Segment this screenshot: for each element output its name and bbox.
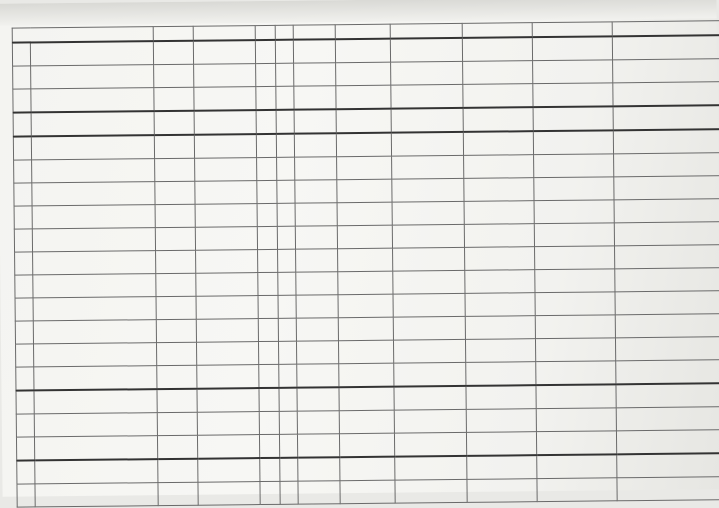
code-cell bbox=[156, 296, 196, 319]
serial-number-cell bbox=[15, 252, 33, 275]
count-cell bbox=[278, 341, 296, 364]
post-name-cell bbox=[197, 412, 259, 436]
address-cell bbox=[536, 431, 616, 455]
serial-number-cell bbox=[14, 206, 32, 229]
address-cell bbox=[537, 478, 617, 502]
father-name-cell bbox=[391, 132, 463, 156]
post-name-cell bbox=[196, 273, 258, 297]
post-name-cell bbox=[195, 181, 257, 205]
serial-number-cell bbox=[13, 66, 31, 89]
number-cell bbox=[465, 316, 535, 340]
group-description-cell bbox=[33, 251, 156, 275]
address-cell bbox=[534, 200, 614, 224]
code-cell bbox=[157, 365, 197, 389]
serial-number-cell bbox=[17, 460, 35, 484]
group-description-cell bbox=[33, 297, 156, 321]
category-cell bbox=[295, 157, 337, 180]
category-cell bbox=[296, 295, 338, 318]
group-description-cell bbox=[31, 111, 154, 136]
col-header-4 bbox=[255, 25, 275, 40]
remarks-cell bbox=[617, 477, 719, 501]
group-description-cell bbox=[30, 41, 153, 66]
group-description-cell bbox=[34, 413, 157, 437]
group-description-cell bbox=[31, 135, 154, 160]
number-cell bbox=[464, 201, 534, 225]
count-cell bbox=[279, 364, 297, 388]
remarks-cell bbox=[612, 35, 719, 60]
number-cell bbox=[464, 178, 534, 202]
post-name-cell bbox=[197, 365, 259, 389]
col-header-8 bbox=[390, 23, 462, 38]
address-cell bbox=[534, 223, 614, 247]
col-header-11 bbox=[612, 21, 719, 37]
remarks-cell bbox=[616, 430, 719, 455]
serial-number-cell bbox=[16, 344, 34, 367]
table-body bbox=[12, 35, 719, 507]
category-cell bbox=[297, 434, 339, 458]
table-title bbox=[12, 27, 153, 43]
name-cell bbox=[339, 363, 394, 387]
address-cell bbox=[533, 60, 613, 84]
group-description-cell bbox=[31, 65, 154, 89]
father-name-cell bbox=[391, 84, 463, 108]
pay-scale-cell bbox=[256, 134, 276, 158]
col-header-3 bbox=[193, 26, 255, 41]
address-cell bbox=[534, 154, 614, 178]
number-cell bbox=[465, 270, 535, 294]
code-cell bbox=[157, 435, 197, 459]
name-cell bbox=[338, 294, 393, 318]
group-description-cell bbox=[35, 459, 158, 484]
serial-number-cell bbox=[13, 112, 31, 136]
address-cell bbox=[533, 130, 613, 154]
category-cell bbox=[296, 272, 338, 295]
pay-scale-cell bbox=[255, 40, 275, 64]
category-cell bbox=[297, 411, 339, 434]
number-cell bbox=[462, 37, 532, 61]
name-cell bbox=[336, 62, 391, 86]
code-cell bbox=[156, 319, 196, 342]
name-cell bbox=[336, 85, 391, 109]
category-cell bbox=[296, 318, 338, 341]
pay-scale-cell bbox=[256, 110, 276, 134]
count-cell bbox=[276, 110, 294, 134]
count-cell bbox=[278, 295, 296, 318]
category-cell bbox=[295, 180, 337, 203]
remarks-cell bbox=[613, 105, 719, 130]
name-cell bbox=[339, 387, 394, 411]
serial-number-cell bbox=[15, 321, 33, 344]
remarks-cell bbox=[614, 153, 719, 177]
count-cell bbox=[280, 458, 298, 482]
code-cell bbox=[158, 459, 198, 483]
remarks-cell bbox=[616, 407, 719, 431]
address-cell bbox=[535, 338, 615, 362]
pay-scale-cell bbox=[257, 157, 277, 180]
group-description-cell bbox=[34, 389, 157, 414]
post-name-cell bbox=[198, 458, 260, 482]
number-cell bbox=[464, 155, 534, 179]
remarks-cell bbox=[614, 222, 719, 246]
number-cell bbox=[466, 432, 536, 456]
father-name-cell bbox=[392, 201, 464, 225]
post-name-cell bbox=[195, 204, 257, 228]
group-description-cell bbox=[34, 366, 157, 391]
name-cell bbox=[337, 225, 392, 249]
serial-number-cell bbox=[17, 484, 35, 507]
pay-scale-cell bbox=[260, 458, 280, 482]
post-name-cell bbox=[197, 435, 259, 459]
count-cell bbox=[279, 434, 297, 458]
name-cell bbox=[338, 317, 393, 341]
father-name-cell bbox=[393, 247, 465, 271]
group-description-cell bbox=[32, 182, 155, 206]
col-header-5 bbox=[275, 25, 293, 40]
father-name-cell bbox=[392, 224, 464, 248]
group-description-cell bbox=[35, 483, 158, 507]
serial-number-cell bbox=[16, 367, 34, 391]
pay-scale-cell bbox=[257, 226, 277, 249]
code-cell bbox=[155, 227, 195, 250]
code-cell bbox=[154, 111, 194, 135]
serial-number-cell bbox=[16, 390, 34, 414]
category-cell bbox=[293, 39, 335, 63]
pay-scale-cell bbox=[259, 364, 279, 388]
remarks-cell bbox=[616, 383, 719, 408]
father-name-cell bbox=[392, 178, 464, 202]
remarks-cell bbox=[614, 199, 719, 223]
pay-scale-cell bbox=[256, 63, 276, 86]
post-name-cell bbox=[198, 482, 260, 506]
post-name-cell bbox=[194, 87, 256, 111]
father-name-cell bbox=[393, 270, 465, 294]
post-name-cell bbox=[196, 342, 258, 366]
address-cell bbox=[536, 361, 616, 385]
serial-number-cell bbox=[16, 437, 34, 461]
count-cell bbox=[277, 226, 295, 249]
father-name-cell bbox=[391, 61, 463, 85]
serial-number-cell bbox=[15, 275, 33, 298]
post-name-cell bbox=[195, 227, 257, 251]
post-name-cell bbox=[197, 388, 259, 412]
category-cell bbox=[297, 387, 339, 411]
post-name-cell bbox=[194, 134, 256, 158]
code-cell bbox=[154, 64, 194, 87]
name-cell bbox=[339, 433, 394, 457]
code-cell bbox=[154, 135, 194, 159]
father-name-cell bbox=[393, 316, 465, 340]
post-name-cell bbox=[194, 110, 256, 135]
pay-scale-cell bbox=[259, 434, 279, 458]
group-description-cell bbox=[32, 205, 155, 229]
name-cell bbox=[337, 156, 392, 180]
pay-scale-cell bbox=[258, 249, 278, 272]
address-cell bbox=[533, 106, 613, 131]
address-cell bbox=[535, 246, 615, 270]
count-cell bbox=[276, 86, 294, 110]
number-cell bbox=[466, 362, 536, 386]
number-cell bbox=[463, 131, 533, 155]
father-name-cell bbox=[392, 155, 464, 179]
category-cell bbox=[296, 249, 338, 272]
number-cell bbox=[465, 247, 535, 271]
pay-scale-cell bbox=[259, 411, 279, 434]
serial-number-cell bbox=[14, 160, 32, 183]
address-cell bbox=[535, 292, 615, 316]
code-cell bbox=[154, 87, 194, 111]
pay-scale-cell bbox=[256, 86, 276, 110]
number-cell bbox=[466, 385, 536, 409]
category-cell bbox=[295, 226, 337, 249]
number-cell bbox=[466, 409, 536, 433]
address-cell bbox=[536, 384, 616, 408]
name-cell bbox=[338, 248, 393, 272]
remarks-cell bbox=[617, 453, 719, 478]
group-description-cell bbox=[32, 228, 155, 252]
count-cell bbox=[276, 134, 294, 158]
address-cell bbox=[533, 83, 613, 107]
pay-scale-cell bbox=[257, 203, 277, 226]
pay-scale-cell bbox=[259, 388, 279, 412]
post-name-cell bbox=[196, 319, 258, 343]
address-cell bbox=[532, 36, 612, 60]
serial-number-cell bbox=[13, 136, 31, 160]
group-description-cell bbox=[33, 320, 156, 344]
pay-scale-cell bbox=[257, 180, 277, 203]
post-name-cell bbox=[196, 296, 258, 320]
category-cell bbox=[294, 109, 336, 133]
number-cell bbox=[463, 107, 533, 132]
count-cell bbox=[276, 63, 294, 86]
father-name-cell bbox=[394, 362, 466, 386]
code-cell bbox=[156, 342, 196, 365]
count-cell bbox=[279, 388, 297, 412]
code-cell bbox=[153, 41, 193, 65]
category-cell bbox=[298, 481, 340, 504]
post-name-cell bbox=[196, 250, 258, 274]
number-cell bbox=[463, 84, 533, 108]
serial-number-cell bbox=[14, 229, 32, 252]
name-cell bbox=[337, 202, 392, 226]
serial-number-cell bbox=[15, 298, 33, 321]
post-name-cell bbox=[195, 158, 257, 182]
remarks-cell bbox=[615, 291, 719, 315]
pay-scale-cell bbox=[258, 272, 278, 295]
number-cell bbox=[465, 293, 535, 317]
remarks-cell bbox=[614, 176, 719, 200]
code-cell bbox=[155, 181, 195, 204]
number-cell bbox=[464, 224, 534, 248]
father-name-cell bbox=[394, 409, 466, 433]
category-cell bbox=[296, 341, 338, 364]
col-header-9 bbox=[462, 23, 532, 38]
address-cell bbox=[537, 454, 617, 478]
group-description-cell bbox=[34, 436, 157, 461]
code-cell bbox=[155, 204, 195, 227]
code-cell bbox=[157, 389, 197, 413]
category-cell bbox=[297, 364, 339, 388]
count-cell bbox=[277, 180, 295, 203]
group-description-cell bbox=[32, 159, 155, 183]
number-cell bbox=[463, 61, 533, 85]
count-cell bbox=[277, 157, 295, 180]
col-header-7 bbox=[335, 24, 390, 39]
count-cell bbox=[277, 203, 295, 226]
group-description-cell bbox=[34, 343, 157, 367]
remarks-cell bbox=[615, 245, 719, 269]
name-cell bbox=[339, 410, 394, 434]
col-header-2 bbox=[153, 26, 193, 41]
remarks-cell bbox=[615, 337, 719, 361]
name-cell bbox=[338, 271, 393, 295]
pay-scale-cell bbox=[258, 295, 278, 318]
name-cell bbox=[335, 39, 390, 63]
group-description-cell bbox=[31, 88, 154, 113]
allotment-table bbox=[12, 20, 719, 507]
code-cell bbox=[155, 158, 195, 181]
address-cell bbox=[535, 315, 615, 339]
address-cell bbox=[534, 177, 614, 201]
name-cell bbox=[337, 179, 392, 203]
number-cell bbox=[465, 339, 535, 363]
category-cell bbox=[294, 133, 336, 157]
father-name-cell bbox=[395, 456, 467, 480]
col-header-10 bbox=[532, 22, 612, 37]
count-cell bbox=[279, 411, 297, 434]
father-name-cell bbox=[393, 339, 465, 363]
father-name-cell bbox=[391, 108, 463, 133]
name-cell bbox=[340, 480, 395, 504]
post-name-cell bbox=[193, 40, 255, 64]
col-header-6 bbox=[293, 25, 335, 40]
code-cell bbox=[156, 250, 196, 273]
remarks-cell bbox=[616, 360, 719, 385]
name-cell bbox=[340, 457, 395, 481]
count-cell bbox=[278, 249, 296, 272]
name-cell bbox=[338, 340, 393, 364]
father-name-cell bbox=[394, 386, 466, 410]
category-cell bbox=[298, 457, 340, 481]
address-cell bbox=[535, 269, 615, 293]
code-cell bbox=[157, 412, 197, 435]
number-cell bbox=[467, 455, 537, 479]
father-name-cell bbox=[393, 293, 465, 317]
post-name-cell bbox=[194, 64, 256, 88]
group-description-cell bbox=[33, 274, 156, 298]
remarks-cell bbox=[613, 129, 719, 154]
number-cell bbox=[467, 479, 537, 503]
remarks-cell bbox=[615, 268, 719, 292]
serial-number-cell bbox=[13, 89, 31, 113]
name-cell bbox=[336, 109, 391, 134]
pay-scale-cell bbox=[258, 341, 278, 364]
category-cell bbox=[294, 63, 336, 86]
code-cell bbox=[158, 482, 198, 505]
serial-number-cell bbox=[16, 414, 34, 437]
remarks-cell bbox=[615, 314, 719, 338]
category-cell bbox=[295, 203, 337, 226]
count-cell bbox=[275, 40, 293, 64]
name-cell bbox=[336, 133, 391, 157]
code-cell bbox=[156, 273, 196, 296]
count-cell bbox=[278, 318, 296, 341]
serial-number-cell bbox=[14, 183, 32, 206]
remarks-cell bbox=[613, 82, 719, 107]
count-cell bbox=[278, 272, 296, 295]
pay-scale-cell bbox=[258, 318, 278, 341]
father-name-cell bbox=[394, 432, 466, 456]
category-cell bbox=[294, 86, 336, 110]
address-cell bbox=[536, 408, 616, 432]
father-name-cell bbox=[390, 38, 462, 62]
remarks-cell bbox=[613, 59, 719, 83]
serial-number-cell bbox=[12, 42, 30, 66]
father-name-cell bbox=[395, 479, 467, 503]
